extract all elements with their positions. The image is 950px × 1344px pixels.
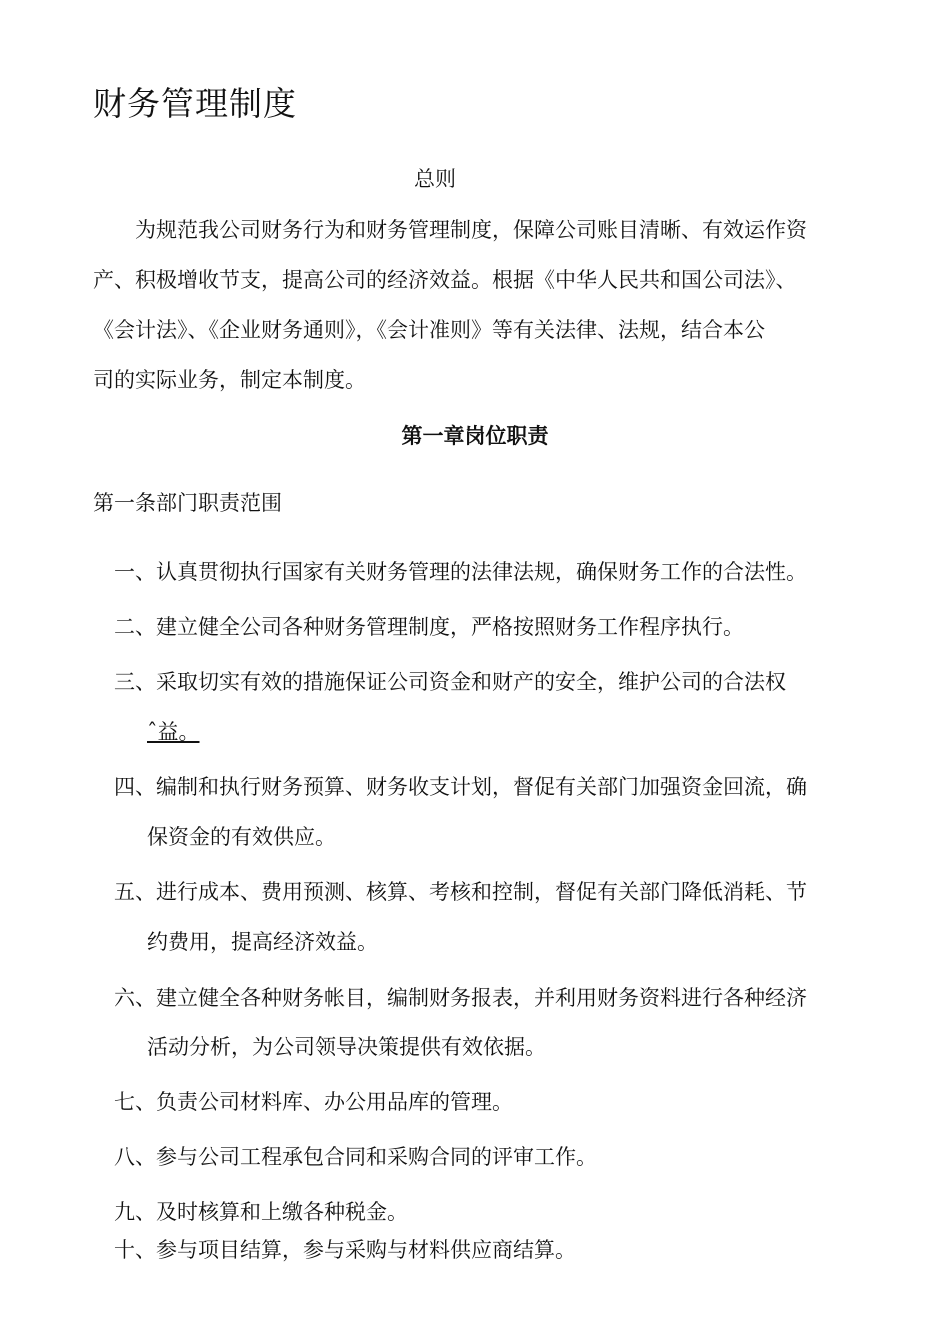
list-item-continuation-text: ˆ益。 xyxy=(147,720,200,744)
intro-paragraph xyxy=(93,205,858,405)
document-title: 财务管理制度 xyxy=(93,84,297,123)
list-item: 二、建立健全公司各种财务管理制度，严格按照财务工作程序执行。 xyxy=(114,615,744,639)
intro-line: 司的实际业务，制定本制度。 xyxy=(93,368,366,392)
list-item-continuation: 保资金的有效供应。 xyxy=(147,825,336,849)
general-provisions-heading: 总则 xyxy=(414,167,456,191)
intro-line: 为规范我公司财务行为和财务管理制度，保障公司账目清晰、有效运作资 xyxy=(135,218,807,242)
list-item-continuation xyxy=(147,707,857,757)
chapter-heading: 第一章岗位职责 xyxy=(401,424,549,448)
list-item-continuation: 活动分析，为公司领导决策提供有效依据。 xyxy=(147,1035,546,1059)
article-heading: 第一条部门职责范围 xyxy=(93,491,282,515)
list-item: 四、编制和执行财务预算、财务收支计划，督促有关部门加强资金回流，确 xyxy=(114,775,807,799)
list-item: 七、负责公司材料库、办公用品库的管理。 xyxy=(114,1090,513,1114)
intro-line: 产、积极增收节支，提高公司的经济效益。根据《中华人民共和国公司法》、 xyxy=(93,268,797,292)
list-item: 五、进行成本、费用预测、核算、考核和控制，督促有关部门降低消耗、节 xyxy=(114,880,807,904)
list-item: 一、认真贯彻执行国家有关财务管理的法律法规，确保财务工作的合法性。 xyxy=(114,560,807,584)
list-item: 十、参与项目结算，参与采购与材料供应商结算。 xyxy=(114,1238,576,1262)
list-item-continuation: 约费用，提高经济效益。 xyxy=(147,930,378,954)
list-item: 九、及时核算和上缴各种税金。 xyxy=(114,1200,408,1224)
list-item: 六、建立健全各种财务帐目，编制财务报表，并利用财务资料进行各种经济 xyxy=(114,986,807,1010)
intro-line: 《会计法》、《企业财务通则》，《会计准则》等有关法律、法规，结合本公 xyxy=(93,318,765,342)
list-item: 三、采取切实有效的措施保证公司资金和财产的安全，维护公司的合法权 xyxy=(114,670,786,694)
list-item: 八、参与公司工程承包合同和采购合同的评审工作。 xyxy=(114,1145,597,1169)
